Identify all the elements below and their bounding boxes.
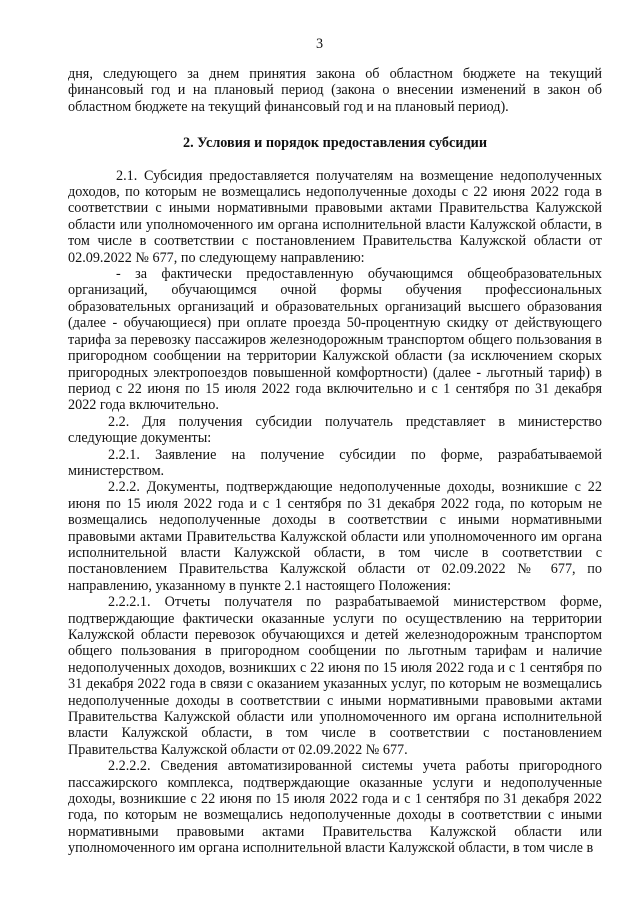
paragraph-2-1: 2.1. Субсидия предоставляется получателям на возмещение недополученных доходов, по которым не возмещались недополученные доходы с 22 июня 2022 года в соответствии с иными нормативными правовыми актами Правительства Калужской области или уполномоченного им органа исполнительной власти Калужской области, в том числе в соответствии с постановлением Правительства Калужской области от 02.09.2022 № 677, по следующему направлению: bbox=[68, 167, 602, 266]
paragraph-2-2: 2.2. Для получения субсидии получатель представляет в министерство следующие документы: bbox=[68, 413, 602, 447]
paragraph-2-2-2-2: 2.2.2.2. Сведения автоматизированной системы учета работы пригородного пассажирского комплекса, подтверждающие оказанные услуги и недополученные доходы, возникшие с 22 июня по 15 июля 2022 года и с 1 сентября по 31 декабря 2022 года, по которым не возмещались недополученные доходы в соответствии с иными нормативными правовыми актами Правительства Калужской области или уполномоченного им органа исполнительной власти Калужской области, в том числе в bbox=[68, 758, 602, 857]
section-heading: 2. Условия и порядок предоставления субсидии bbox=[182, 135, 488, 152]
document-body bbox=[68, 66, 602, 857]
paragraph-2-2-1: 2.2.1. Заявление на получение субсидии по форме, разрабатываемой министерством. bbox=[68, 446, 602, 479]
paragraph-continuation: дня, следующего за днем принятия закона об областном бюджете на текущий финансовый год и на плановый период (закона о внесении изменений в закон об областном бюджете на текущий финансовый год и на плановый период). bbox=[68, 66, 602, 115]
paragraph-2-2-2: 2.2.2. Документы, подтверждающие недополученные доходы, возникшие с 22 июня по 15 июля 2022 года и с 1 сентября по 31 декабря 2022 года, по которым не возмещались недополученные доходы в соответствии с иными нормативными правовыми актами Правительства Калужской области или уполномоченного им органа исполнительной власти Калужской области, в том числе в соответствии с постановлением Правительства Калужской области от 02.09.2022 № 677, по направлению, указанному в пункте 2.1 настоящего Положения: bbox=[68, 479, 602, 594]
paragraph-2-1-item: - за фактически предоставленную обучающимся общеобразовательных организаций, обучающимся очной формы обучения профессиональных образовательных организаций и образовательных организаций высшего образования (далее - обучающиеся) при оплате проезда 50-процентную скидку от действующего тарифа за перевозку пассажиров железнодорожным транспортом общего пользования в пригородном сообщении на территории Калужской области (за исключением скорых пригородных электропоездов повышенной комфортности) (далее - льготный тариф) в период с 22 июня по 15 июля 2022 года включительно и с 1 сентября по 31 декабря 2022 года включительно. bbox=[68, 266, 602, 414]
page-number: 3 bbox=[315, 36, 324, 52]
paragraph-2-2-2-1: 2.2.2.1. Отчеты получателя по разрабатываемой министерством форме, подтверждающие фактически оказанные услуги по осуществлению на территории Калужской области перевозок обучающихся и детей железнодорожным транспортом общего пользования в пригородном сообщении по льготным тарифам и наличие недополученных доходов, возникших с 22 июня по 15 июля 2022 года и с 1 сентября по 31 декабря 2022 года в связи с оказанием указанных услуг, по которым не возмещались недополученные доходы в соответствии с иными нормативными правовыми актами Правительства Калужской области или уполномоченного им органа исполнительной власти Калужской области, в том числе в соответствии с постановлением Правительства Калужской области от 02.09.2022 № 677. bbox=[68, 594, 602, 758]
